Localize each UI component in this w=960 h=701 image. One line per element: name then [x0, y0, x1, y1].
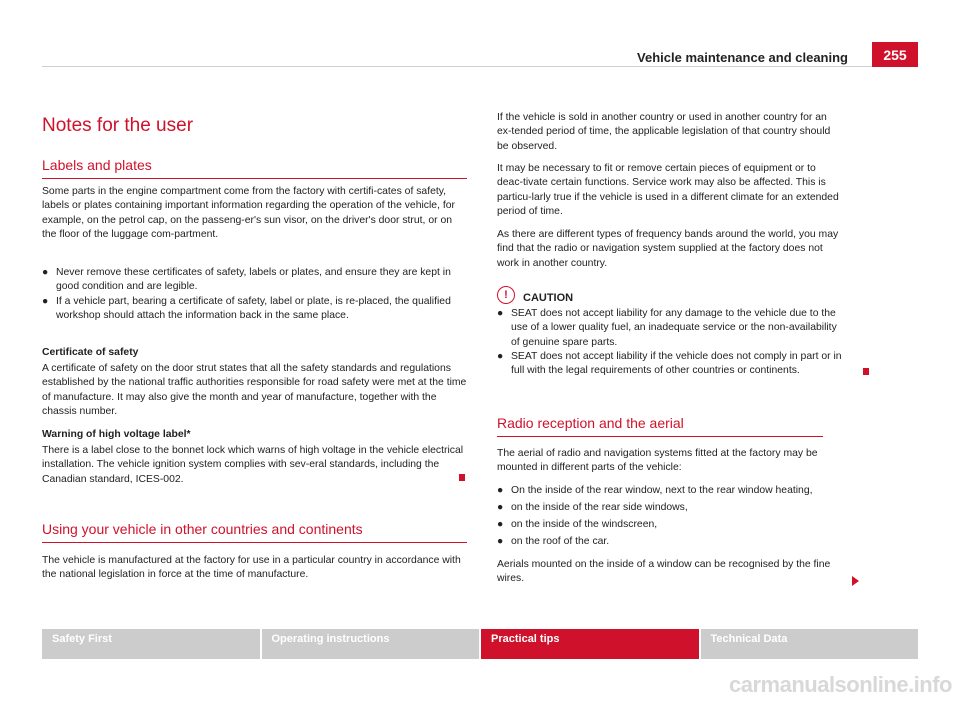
list-item: ● SEAT does not accept liability if the vehicle does not comply in part or in full with the legal requirements of other countries or continents. — [497, 350, 842, 379]
radio-intro-paragraph: The aerial of radio and navigation systems fitted at the factory may be mounted in different parts of the vehicle: — [497, 448, 818, 474]
high-voltage-paragraph: There is a label close to the bonnet lock which warns of high voltage in the vehicle electrical installation. The vehicle ignition system complies with sev-eral standards, including the Canadian standard, ICES-002. — [42, 445, 464, 485]
certificate-paragraph: A certificate of safety on the door strut states that all the safety standards and regulations established by the national traffic authorities responsible for road safety were met at the time of manufacture. It may also give the month and year of manufacture, together with the chassis number. — [42, 363, 467, 417]
sale-abroad-paragraph: If the vehicle is sold in another country or used in another country for an ex-tended period of time, the applicable legislation of that country should be observed. — [497, 112, 831, 152]
watermark: carmanualsonline.info — [729, 672, 952, 697]
other-countries-paragraph: The vehicle is manufactured at the factory for use in a particular country in accordance with the national legislation in force at the time of manufacture. — [42, 555, 461, 581]
frequency-paragraph: As there are different types of frequency bands around the world, you may find that the radio or navigation system supplied at the factory does not work in another country. — [497, 229, 839, 269]
caution-header — [497, 286, 573, 304]
list-item: ● Never remove these certificates of safety, labels or plates, and ensure they are kept in good condition and are legible. — [42, 266, 467, 295]
bullet-icon: ● — [42, 267, 49, 278]
footer-nav — [42, 629, 918, 659]
list-item: ● on the inside of the rear side windows, — [497, 501, 842, 515]
section-end-mark — [459, 474, 465, 481]
list-item: ● On the inside of the rear window, next to the rear window heating, — [497, 484, 842, 498]
bullet-icon: ● — [497, 485, 504, 496]
page-number: 255 — [872, 42, 918, 67]
bullet-icon: ● — [42, 296, 49, 307]
intro-paragraph: Some parts in the engine compartment come from the factory with certifi-cates of safety, labels or plates containing important information regarding the operation of the vehicle, for example, on the petrol cap, on the passeng-er's sun visor, on the driver's door strut, or on the floor of the luggage com-partment. — [42, 186, 455, 240]
certificate-heading: Certificate of safety — [42, 347, 139, 358]
section-title-other-countries: Using your vehicle in other countries and continents — [42, 521, 467, 543]
section-title-radio: Radio reception and the aerial — [497, 415, 823, 437]
bullet-icon: ● — [497, 536, 504, 547]
aerial-closing-paragraph: Aerials mounted on the inside of a window can be recognised by the fine wires. — [497, 559, 831, 585]
bullet-icon: ● — [497, 308, 504, 319]
tab-practical-tips[interactable]: Practical tips — [481, 629, 699, 659]
header-rule — [42, 66, 917, 67]
list-item: ● on the inside of the windscreen, — [497, 518, 842, 532]
tab-safety-first[interactable]: Safety First — [42, 629, 260, 659]
tab-technical-data[interactable]: Technical Data — [701, 629, 919, 659]
caution-end-mark — [863, 368, 869, 375]
running-header: Vehicle maintenance and cleaning — [637, 50, 848, 65]
bullet-icon: ● — [497, 519, 504, 530]
list-item: ● on the roof of the car. — [497, 535, 842, 549]
tab-operating-instructions[interactable]: Operating instructions — [262, 629, 480, 659]
bullet-icon: ● — [497, 502, 504, 513]
list-item: ● If a vehicle part, bearing a certificate of safety, label or plate, is re-placed, the qualified workshop should attach the information back in the same place. — [42, 295, 467, 324]
caution-icon: ! — [497, 286, 515, 304]
high-voltage-heading: Warning of high voltage label* — [42, 429, 191, 440]
chapter-title: Notes for the user — [42, 115, 194, 136]
equipment-paragraph: It may be necessary to fit or remove certain pieces of equipment or to deac-tivate certain functions. Service work may also be affected. This is particu-larly true if the vehicle is used in a different climate for an extended period of time. — [497, 163, 839, 217]
list-item: ● SEAT does not accept liability for any damage to the vehicle due to the use of a lower quality fuel, an inadequate service or the non-availability of genuine spare parts. — [497, 307, 842, 350]
bullet-icon: ● — [497, 351, 504, 362]
caution-label: CAUTION — [523, 292, 574, 304]
continue-arrow-icon — [852, 576, 859, 586]
section-title-labels: Labels and plates — [42, 157, 467, 179]
